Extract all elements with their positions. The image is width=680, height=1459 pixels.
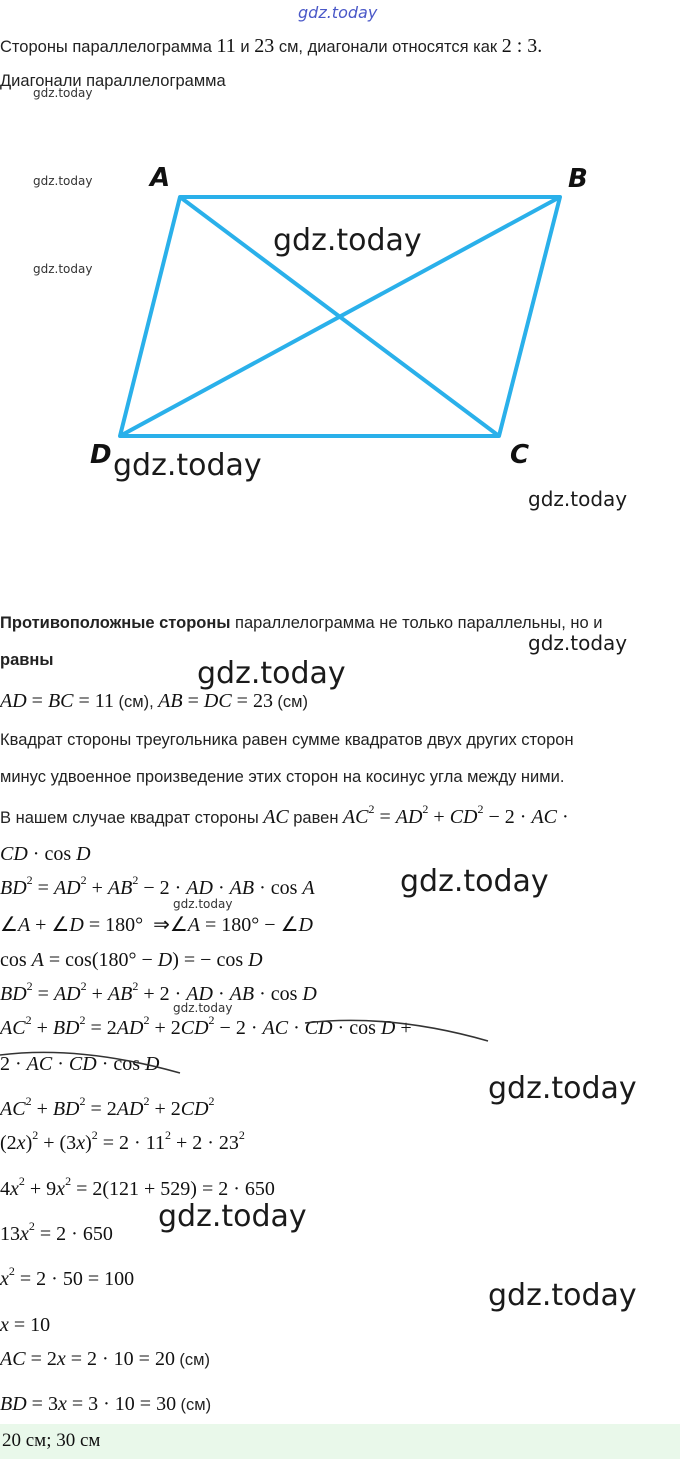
strike-1 — [305, 1020, 488, 1041]
watermark-math-3: gdz.today — [158, 1199, 307, 1234]
watermark-diagram-2: gdz.today — [113, 448, 262, 483]
watermark-top: gdz.today — [298, 3, 378, 22]
explanation-line2: равны — [0, 651, 54, 669]
watermark-small-2: gdz.today — [33, 174, 93, 188]
formula-bd-value: BD = 3x = 3 · 10 = 30 (см) — [0, 1393, 212, 1415]
problem-statement: Стороны параллелограмма 11 и 23 см, диагонали относятся как 2 : 3. — [0, 35, 543, 57]
vertex-label-d: D — [90, 440, 112, 470]
parallelogram-diagram — [0, 150, 680, 490]
formula-sum-squares-1-cont: 2 · AC · CD · cos D — [0, 1053, 160, 1075]
formula-sum-squares-2: $AC^2 + BD^2 = 2AD^2 + 2CD^2$ — [0, 1094, 215, 1120]
strike-marks — [0, 1015, 520, 1077]
formula-angle-sum: ∠A + ∠D = 180° ⇒∠A = 180° − ∠D — [0, 914, 313, 936]
watermark-diagram-3: gdz.today — [528, 487, 628, 511]
vertex-label-b: B — [568, 164, 588, 194]
formula-cd-cos-d: CD · cos D — [0, 843, 91, 865]
formula-bd-squared-cos-a: $BD^2 = AD^2 + AB^2 - 2$ · AD · AB · cos A — [0, 873, 315, 899]
cosine-rule-text-1: Квадрат стороны треугольника равен сумме квадратов двух других сторон — [0, 731, 574, 749]
watermark-small-1: gdz.today — [33, 86, 93, 100]
answer-text: 20 см; 30 см — [2, 1430, 101, 1451]
formula-substitution: $(2x)^2 + (3x)^2 = 2 \cdot 11^2 + 2 \cdot 23^2$ — [0, 1128, 245, 1154]
formula-13x2: $13x^2 = 2 \cdot 650$ — [0, 1219, 113, 1245]
explanation-line1: Противоположные стороны параллелограмма не только параллельны, но и — [0, 614, 603, 632]
watermark-math-4: gdz.today — [488, 1278, 637, 1313]
watermark-expl-1: gdz.today — [528, 631, 628, 655]
formula-bd-squared-cos-d: $BD^2 = AD^2 + AB^2 + 2$ · AD · AB · cos D — [0, 979, 317, 1005]
case-line: В нашем случае квадрат стороны AC равен $AC^2 = AD^2 + CD^2 - 2$ · AC · — [0, 802, 569, 828]
strike-2 — [0, 1052, 180, 1073]
watermark-diagram-1: gdz.today — [273, 223, 422, 258]
formula-ac-value: AC = 2x = 2 · 10 = 20 (см) — [0, 1348, 210, 1370]
formula-sum-squares-1: $AC^2 + BD^2 = 2AD^2 + 2CD^2 - 2$ · AC · CD · cos D + — [0, 1013, 412, 1039]
watermark-small-3: gdz.today — [33, 262, 93, 276]
answer-box — [0, 1424, 680, 1459]
watermark-expl-2: gdz.today — [197, 656, 346, 691]
watermark-math-1: gdz.today — [400, 864, 549, 899]
vertex-label-a: A — [150, 163, 171, 193]
vertex-label-c: C — [510, 440, 530, 470]
watermark-small-4: gdz.today — [173, 897, 233, 911]
cosine-rule-text-2: минус удвоенное произведение этих сторон на косинус угла между ними. — [0, 768, 565, 786]
formula-cos-a: cos A = cos(180° − D) = − cos D — [0, 949, 263, 971]
problem-question: Диагонали параллелограмма — [0, 72, 226, 90]
formula-expand: $4x^2 + 9x^2 = 2(121 + 529) = 2 \cdot 650$ — [0, 1174, 275, 1200]
formula-x: x = 10 — [0, 1314, 51, 1336]
sides-equality: AD = BC = 11 (см), AB = DC = 23 (см) — [0, 690, 308, 712]
watermark-small-5: gdz.today — [173, 1001, 233, 1015]
watermark-math-2: gdz.today — [488, 1071, 637, 1106]
formula-x2: $x^2 = 2 \cdot 50 = 100$ — [0, 1264, 135, 1290]
